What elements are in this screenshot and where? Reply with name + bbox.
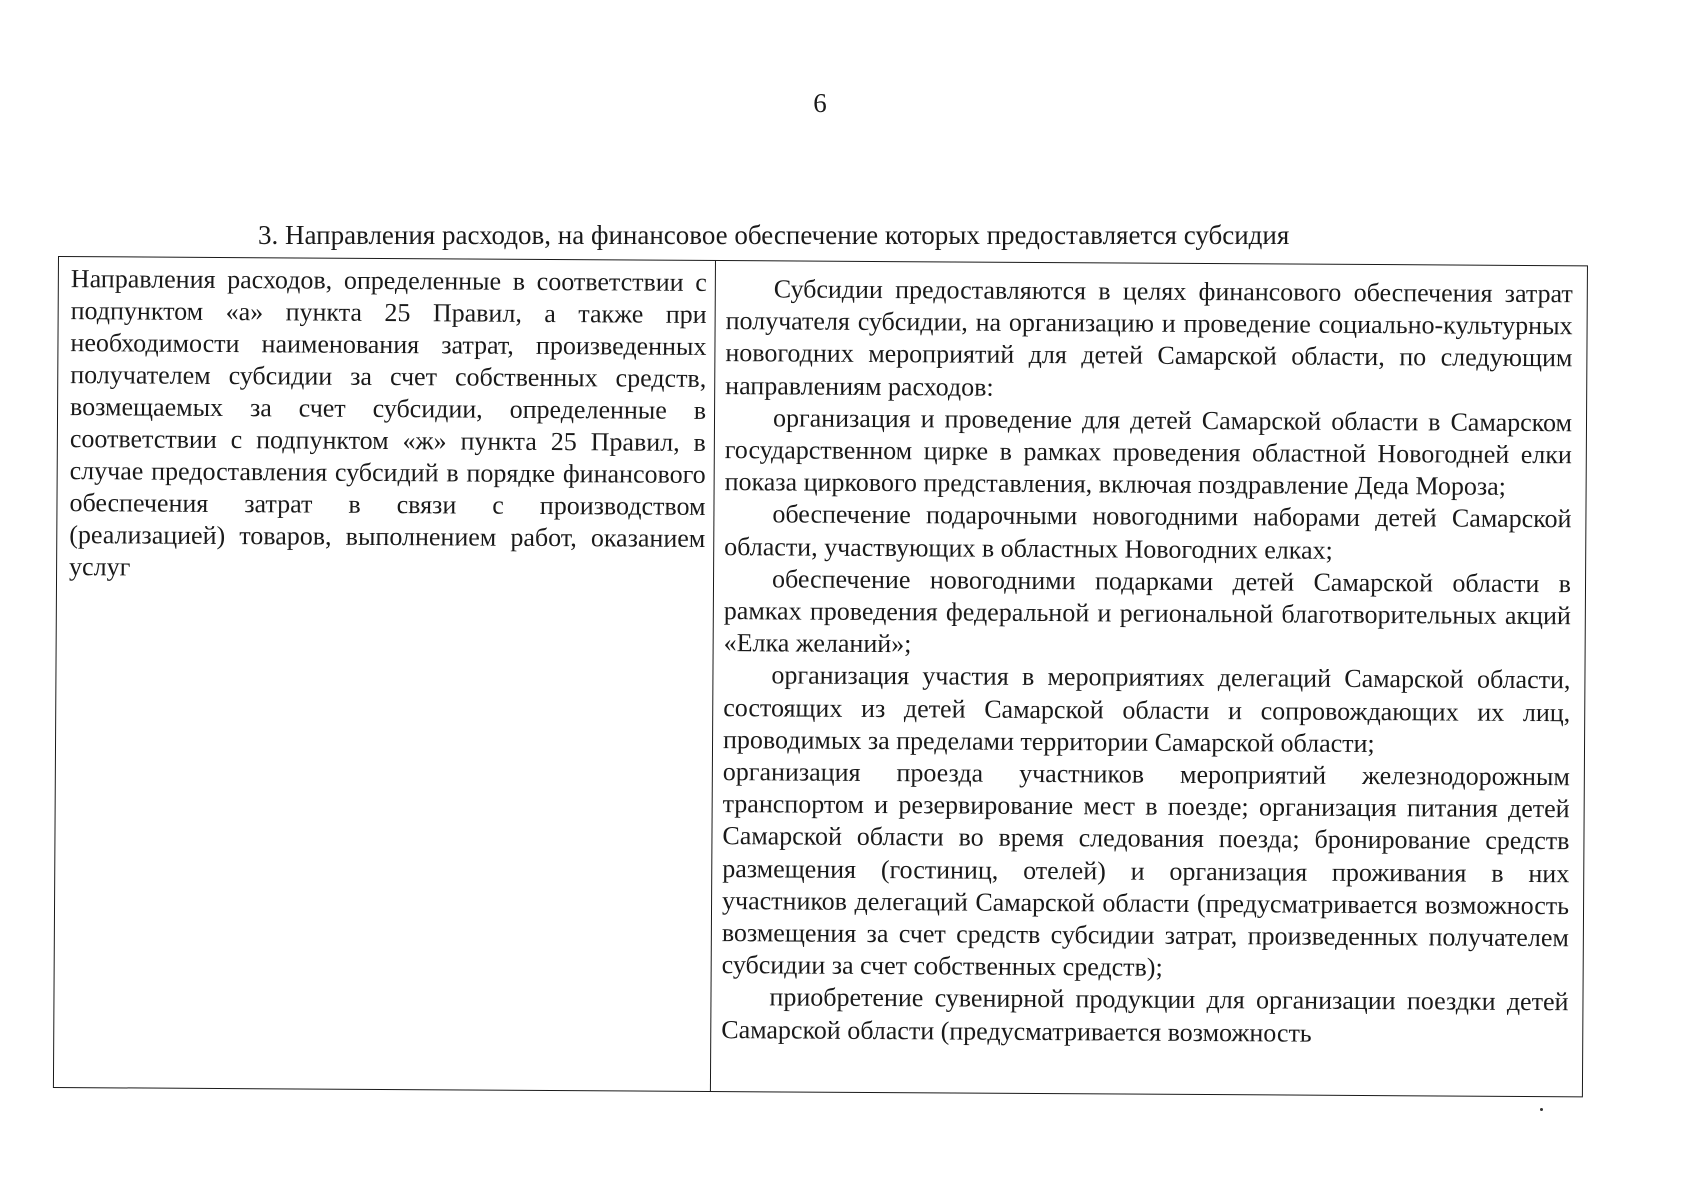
section-title: 3. Направления расходов, на финансовое обеспечение которых предоставляется субсидия xyxy=(258,220,1290,250)
right-paragraph-wish-tree: обеспечение новогодними подарками детей Самарской области в рамках проведения федеральной и региональной благотворительных акций «Елка желаний»; xyxy=(723,564,1572,659)
right-paragraph-circus: организация и проведение для детей Самарской области в Самарском государственном цирке в рамках проведения областной Новогодней елки показа циркового представления, включая поздравление Деда Мороза; xyxy=(724,403,1573,502)
scan-speck xyxy=(1540,1108,1543,1111)
table-left-cell: Направления расходов, определенные в соответствии с подпунктом «а» пункта 25 Правил, а также при необходимости наименования затрат, произведенных получателем субсидии за счет собственных средств, возмещаемых за счет субсидии, определенные в соответствии с подпунктом «ж» пункта 25 Правил, в случае предоставления субсидий в порядке финансового обеспечения затрат в связи с производством (реализацией) товаров, выполнением работ, оказанием услуг xyxy=(54,257,716,1091)
right-paragraph-gift-sets: обеспечение подарочными новогодними наборами детей Самарской области, участвующих в областных Новогодних елках; xyxy=(724,499,1572,565)
table-right-cell xyxy=(711,261,1587,1096)
right-paragraph-intro: Субсидии предоставляются в целях финансового обеспечения затрат получателя субсидии, на организацию и проведение социально-культурных новогодних мероприятий для детей Самарской области, по следующим направлениям расходов: xyxy=(725,274,1573,402)
expense-directions-table xyxy=(53,256,1588,1097)
page-number: 6 xyxy=(813,88,827,118)
right-paragraph-travel: организация проезда участников мероприятий железнодорожным транспортом и резервирование мест в поезде; организация питания детей Самарской области во время следования поезда; бронирование средств размещения (гостиниц, отелей) и организация проживания в них участников делегаций Самарской области (предусматривается возможность возмещения за счет средств субсидии затрат, произведенных получателем субсидии за счет собственных средств); xyxy=(721,757,1570,983)
right-paragraph-souvenirs: приобретение сувенирной продукции для организации поездки детей Самарской области (предусматривается возможность xyxy=(721,982,1569,1048)
right-paragraph-delegations: организация участия в мероприятиях делегаций Самарской области, состоящих из детей Самарской области и сопровождающих их лиц, проводимых за пределами территории Самарской области; xyxy=(722,660,1571,758)
